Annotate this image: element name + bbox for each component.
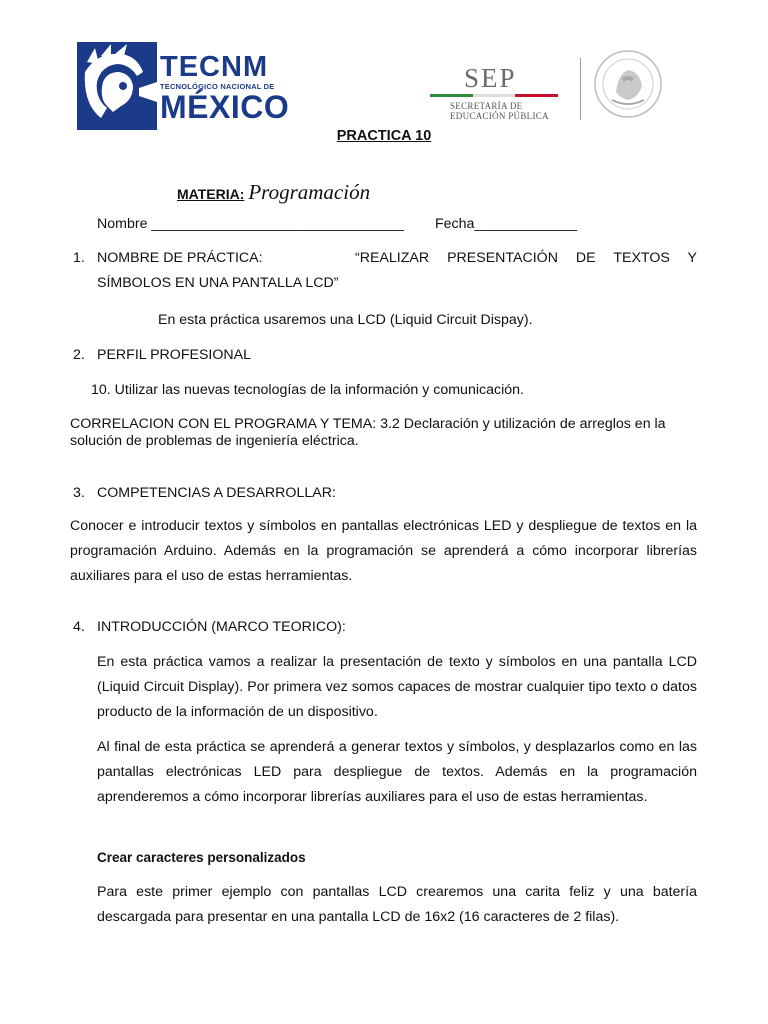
section-3-heading: COMPETENCIAS A DESARROLLAR: — [97, 485, 336, 501]
sep-color-bar — [430, 94, 558, 97]
section-2-number: 2. — [73, 347, 85, 363]
section-4-paragraph-3: Para este primer ejemplo con pantallas LCD crearemos una carita feliz y una batería descargada para presentar en una pantalla LCD de 16x2 (16 caracteres de 2 filas). — [97, 884, 697, 925]
section-4-paragraph-1: En esta práctica vamos a realizar la presentación de texto y símbolos en una pantalla LCD (Liquid Circuit Display). Por primera vez somos capaces de mostrar cualquier tipo texto o datos producto de la información de un dispositivo. — [97, 654, 697, 720]
header-divider — [580, 58, 581, 120]
section-4-number: 4. — [73, 619, 85, 635]
mexico-seal-icon — [592, 48, 664, 120]
section-1-number: 1. — [73, 250, 85, 266]
sep-line1: SECRETARÍA DE — [450, 101, 523, 111]
section-1-heading: NOMBRE DE PRÁCTICA: — [97, 250, 263, 266]
section-3-body: Conocer e introducir textos y símbolos en pantallas electrónicas LED y despliegue de textos en la programación Arduino. Además en la programación se aprenderá a cómo incorporar librerías auxiliares para el uso de estas herramientas. — [70, 518, 697, 584]
section-2-correlation: CORRELACION CON EL PROGRAMA Y TEMA: 3.2 Declaración y utilización de arreglos en la solución de problemas de ingeniería eléctrica. — [70, 416, 666, 449]
tecnm-country: MÉXICO — [160, 89, 290, 125]
date-field: Fecha_____________ — [435, 216, 578, 232]
materia-row — [177, 180, 370, 205]
section-1-title: “REALIZAR PRESENTACIÓN DE TEXTOS Y SÍMBOLOS EN UNA PANTALLA LCD” — [97, 250, 697, 291]
sep-logo — [428, 64, 560, 120]
section-4-subheading: Crear caracteres personalizados — [97, 850, 306, 865]
tecnm-subtitle: TECNOLÓGICO NACIONAL DE — [160, 82, 275, 91]
materia-label: MATERIA: — [177, 186, 245, 202]
name-field: Nombre ________________________________ — [97, 216, 404, 232]
sep-acronym: SEP — [464, 63, 517, 93]
tecnm-wordmark — [160, 52, 289, 123]
practice-title: PRACTICA 10 — [336, 128, 432, 144]
section-4-heading: INTRODUCCIÓN (MARCO TEORICO): — [97, 619, 346, 635]
section-1-note: En esta práctica usaremos una LCD (Liquid Circuit Dispay). — [158, 312, 533, 328]
section-2-heading: PERFIL PROFESIONAL — [97, 347, 251, 363]
sep-subtitle — [450, 101, 549, 121]
section-4-paragraph-2: Al final de esta práctica se aprenderá a generar textos y símbolos, y desplazarlos como en las pantallas electrónicas LED para despliegue de textos. Además en la programación aprenderemos a cómo incorporar librerías auxiliares para el uso de estas herramientas. — [97, 739, 697, 805]
tecnm-acronym: TECNM — [160, 51, 269, 83]
section-3-number: 3. — [73, 485, 85, 501]
materia-value: Programación — [248, 180, 371, 204]
sep-line2: EDUCACIÓN PÚBLICA — [450, 111, 549, 121]
section-2-item: 10. Utilizar las nuevas tecnologías de la información y comunicación. — [91, 382, 524, 398]
